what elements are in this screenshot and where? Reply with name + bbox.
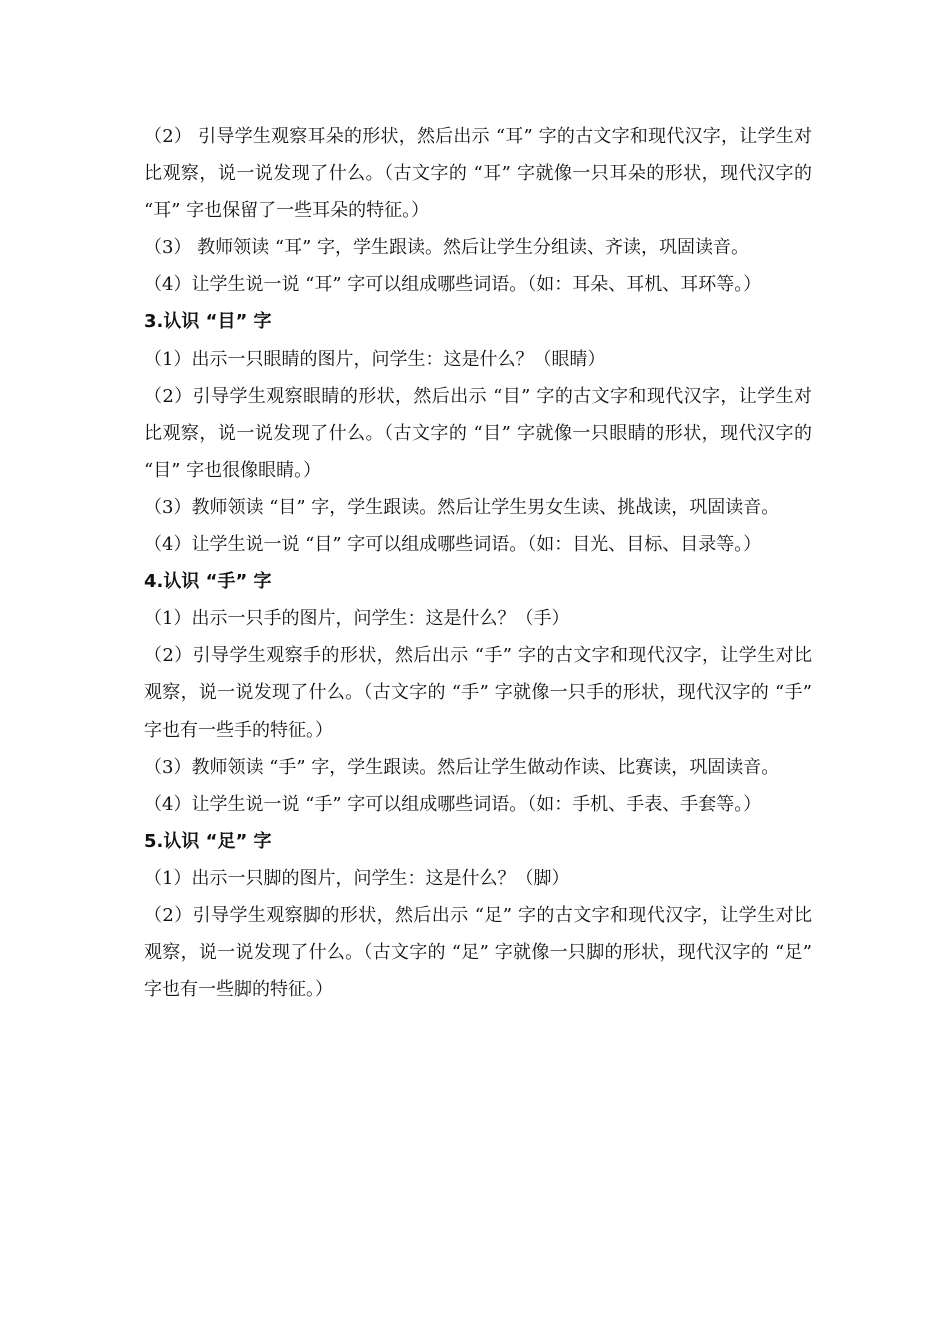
- section-heading-zu: 5.认识 “足” 字: [144, 830, 272, 852]
- paragraph-mu-observe: （2）引导学生观察眼睛的形状，然后出示 “目” 字的古文字和现代汉字，让学生对比观察，说一说发现了什么。（古文字的 “目” 字就像一只眼睛的形状，现代汉字的 “目” 字也很像眼睛。）: [144, 385, 812, 481]
- paragraph-er-read: （3） 教师领读 “耳” 字，学生跟读。然后让学生分组读、齐读，巩固读音。: [144, 237, 750, 259]
- paragraph-er-words: （4）让学生说一说 “耳” 字可以组成哪些词语。（如：耳朵、耳机、耳环等。）: [144, 274, 762, 296]
- section-heading-mu: 3.认识 “目” 字: [144, 311, 272, 333]
- section-heading-shou: 4.认识 “手” 字: [144, 571, 272, 593]
- paragraph-mu-words: （4）让学生说一说 “目” 字可以组成哪些词语。（如：目光、目标、目录等。）: [144, 534, 762, 556]
- document-page: [144, 118, 812, 1008]
- paragraph-zu-observe: （2）引导学生观察脚的形状，然后出示 “足” 字的古文字和现代汉字，让学生对比观察，说一说发现了什么。（古文字的 “足” 字就像一只脚的形状，现代汉字的 “足” 字也有一些脚的特征。）: [144, 904, 812, 1001]
- paragraph-er-observe: （2） 引导学生观察耳朵的形状，然后出示 “耳” 字的古文字和现代汉字，让学生对比观察，说一说发现了什么。（古文字的 “耳” 字就像一只耳朵的形状，现代汉字的 “耳” 字也保留了一些耳朵的特征。）: [144, 126, 812, 222]
- paragraph-mu-picture: （1）出示一只眼睛的图片，问学生：这是什么？（眼睛）: [144, 348, 606, 370]
- paragraph-shou-read: （3）教师领读 “手” 字，学生跟读。然后让学生做动作读、比赛读，巩固读音。: [144, 756, 780, 778]
- paragraph-shou-words: （4）让学生说一说 “手” 字可以组成哪些词语。（如：手机、手表、手套等。）: [144, 793, 762, 815]
- paragraph-shou-observe: （2）引导学生观察手的形状，然后出示 “手” 字的古文字和现代汉字，让学生对比观察，说一说发现了什么。（古文字的 “手” 字就像一只手的形状，现代汉字的 “手” 字也有一些手的特征。）: [144, 645, 812, 741]
- paragraph-mu-read: （3）教师领读 “目” 字，学生跟读。然后让学生男女生读、挑战读，巩固读音。: [144, 496, 780, 518]
- paragraph-shou-picture: （1）出示一只手的图片，问学生：这是什么？（手）: [144, 608, 570, 630]
- paragraph-zu-picture: （1）出示一只脚的图片，问学生：这是什么？（脚）: [144, 867, 570, 889]
